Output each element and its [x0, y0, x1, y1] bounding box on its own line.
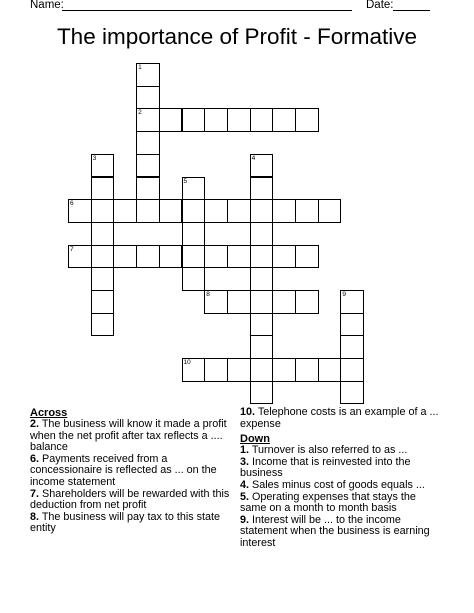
- grid-cell[interactable]: [250, 222, 274, 246]
- grid-cell[interactable]: [91, 199, 115, 223]
- grid-cell[interactable]: [91, 245, 115, 269]
- clue-number: 4.: [240, 478, 250, 491]
- down-clue-list: [240, 445, 445, 549]
- grid-cell[interactable]: [295, 199, 319, 223]
- down-heading: Down: [240, 433, 270, 446]
- grid-cell[interactable]: [159, 245, 183, 269]
- clue-number: 1.: [240, 444, 250, 457]
- clue-text: Operating expenses that stays the same on a month to month basis: [240, 490, 416, 515]
- grid-cell[interactable]: [91, 267, 115, 291]
- grid-cell[interactable]: [295, 358, 319, 382]
- grid-cell[interactable]: [91, 154, 115, 178]
- clue-text: Sales minus cost of goods equals ...: [249, 478, 425, 491]
- grid-cell[interactable]: [68, 199, 92, 223]
- grid-cell[interactable]: [136, 108, 160, 132]
- grid-cell[interactable]: [250, 290, 274, 314]
- clue-number: 8.: [30, 510, 40, 523]
- clue-text: The business will pay tax to this state entity: [30, 510, 221, 535]
- grid-cell[interactable]: [204, 358, 228, 382]
- clue-text: Shareholders will be rewarded with this deduction from net profit: [30, 487, 230, 512]
- clue-item: [30, 454, 230, 489]
- clue-number: 10.: [240, 406, 256, 418]
- grid-cell[interactable]: [182, 177, 206, 201]
- grid-cell[interactable]: [272, 358, 296, 382]
- name-label: Name:: [30, 0, 64, 11]
- grid-cell[interactable]: [295, 290, 319, 314]
- grid-cell[interactable]: [340, 290, 364, 314]
- grid-cell[interactable]: [250, 313, 274, 337]
- clue-number-label: 7: [70, 245, 74, 253]
- grid-cell[interactable]: [204, 108, 228, 132]
- grid-cell[interactable]: [204, 245, 228, 269]
- page-title: The importance of Profit - Formative: [56, 24, 418, 49]
- grid-cell[interactable]: [272, 290, 296, 314]
- clues-right-column: [240, 407, 445, 550]
- grid-cell[interactable]: [272, 108, 296, 132]
- clue-text: Turnover is also referred to as ...: [249, 444, 408, 457]
- across-heading: Across: [30, 407, 68, 419]
- clue-item: [240, 515, 445, 550]
- grid-cell[interactable]: [91, 290, 115, 314]
- grid-cell[interactable]: [272, 199, 296, 223]
- grid-cell[interactable]: [340, 313, 364, 337]
- grid-cell[interactable]: [250, 267, 274, 291]
- clue-text: Income that is reinvested into the business: [240, 455, 411, 480]
- clue-number-label: 3: [92, 154, 97, 162]
- grid-cell[interactable]: [250, 154, 274, 178]
- grid-cell[interactable]: [295, 245, 319, 269]
- clue-number: 6.: [30, 452, 40, 465]
- grid-cell[interactable]: [318, 199, 342, 223]
- grid-cell[interactable]: [136, 131, 160, 155]
- clue-number-label: 4: [251, 154, 256, 162]
- clues-left-column: [30, 407, 230, 535]
- clue-number-label: 1: [138, 64, 142, 71]
- clue-number: 3.: [240, 455, 250, 468]
- grid-cell[interactable]: [182, 222, 206, 246]
- clue-text: Telephone costs is an example of a ... expense: [240, 406, 439, 430]
- grid-cell[interactable]: [204, 199, 228, 223]
- grid-cell[interactable]: [204, 290, 228, 314]
- grid-cell[interactable]: [250, 177, 274, 201]
- clue-text: Payments received from a concessionaire is reflected as ... on the income statement: [30, 452, 217, 488]
- grid-cell[interactable]: [250, 381, 274, 405]
- grid-cell[interactable]: [136, 199, 160, 223]
- clue-text: The business will know it made a profit when the net profit after tax reflects a .... balance: [30, 418, 227, 454]
- grid-cell[interactable]: [159, 108, 183, 132]
- grid-cell[interactable]: [136, 177, 160, 201]
- grid-cell[interactable]: [318, 358, 342, 382]
- grid-cell[interactable]: [227, 108, 251, 132]
- grid-cell[interactable]: [91, 313, 115, 337]
- grid-cell[interactable]: [136, 154, 160, 178]
- clue-number-label: 5: [183, 177, 188, 185]
- clue-number-label: 9: [342, 291, 347, 298]
- grid-cell[interactable]: [182, 267, 206, 291]
- grid-cell[interactable]: [113, 245, 137, 269]
- grid-cell[interactable]: [136, 245, 160, 269]
- grid-cell[interactable]: [250, 245, 274, 269]
- grid-cell[interactable]: [250, 335, 274, 359]
- grid-cell[interactable]: [182, 358, 206, 382]
- grid-cell[interactable]: [91, 222, 115, 246]
- grid-cell[interactable]: [340, 381, 364, 405]
- grid-cell[interactable]: [159, 199, 183, 223]
- grid-cell[interactable]: [227, 199, 251, 223]
- clue-number: 2.: [30, 418, 40, 430]
- clue-number-label: 6: [70, 200, 74, 208]
- clue-item: [30, 419, 230, 454]
- clue-number-label: 8: [206, 291, 210, 298]
- clue-text: Interest will be ... to the income statement when the business is earning interest: [240, 513, 430, 549]
- date-label: Date:: [366, 0, 394, 11]
- clue-number: 7.: [30, 487, 40, 500]
- grid-cell[interactable]: [91, 177, 115, 201]
- grid-cell[interactable]: [182, 199, 206, 223]
- grid-cell[interactable]: [272, 245, 296, 269]
- clue-number-label: 2: [138, 109, 142, 117]
- clue-item: [240, 492, 445, 515]
- grid-cell[interactable]: [136, 63, 160, 87]
- clue-item: [30, 512, 230, 535]
- across-clue-list-continued: [240, 407, 445, 430]
- across-clue-list: [30, 419, 230, 535]
- grid-cell[interactable]: [227, 245, 251, 269]
- grid-cell[interactable]: [340, 358, 364, 382]
- grid-cell[interactable]: [227, 290, 251, 314]
- clue-number: 9.: [240, 513, 250, 526]
- grid-cell[interactable]: [250, 199, 274, 223]
- clue-item: [240, 407, 445, 430]
- grid-cell[interactable]: [250, 108, 274, 132]
- grid-cell[interactable]: [250, 358, 274, 382]
- grid-cell[interactable]: [182, 245, 206, 269]
- clue-number-label: 10: [183, 359, 191, 367]
- grid-cell[interactable]: [136, 86, 160, 110]
- grid-cell[interactable]: [68, 245, 92, 269]
- grid-cell[interactable]: [227, 358, 251, 382]
- clue-item: [30, 489, 230, 512]
- grid-cell[interactable]: [182, 108, 206, 132]
- clue-number: 5.: [240, 490, 250, 503]
- grid-cell[interactable]: [340, 335, 364, 359]
- grid-cell[interactable]: [295, 108, 319, 132]
- clue-item: [240, 457, 445, 480]
- grid-cell[interactable]: [113, 199, 137, 223]
